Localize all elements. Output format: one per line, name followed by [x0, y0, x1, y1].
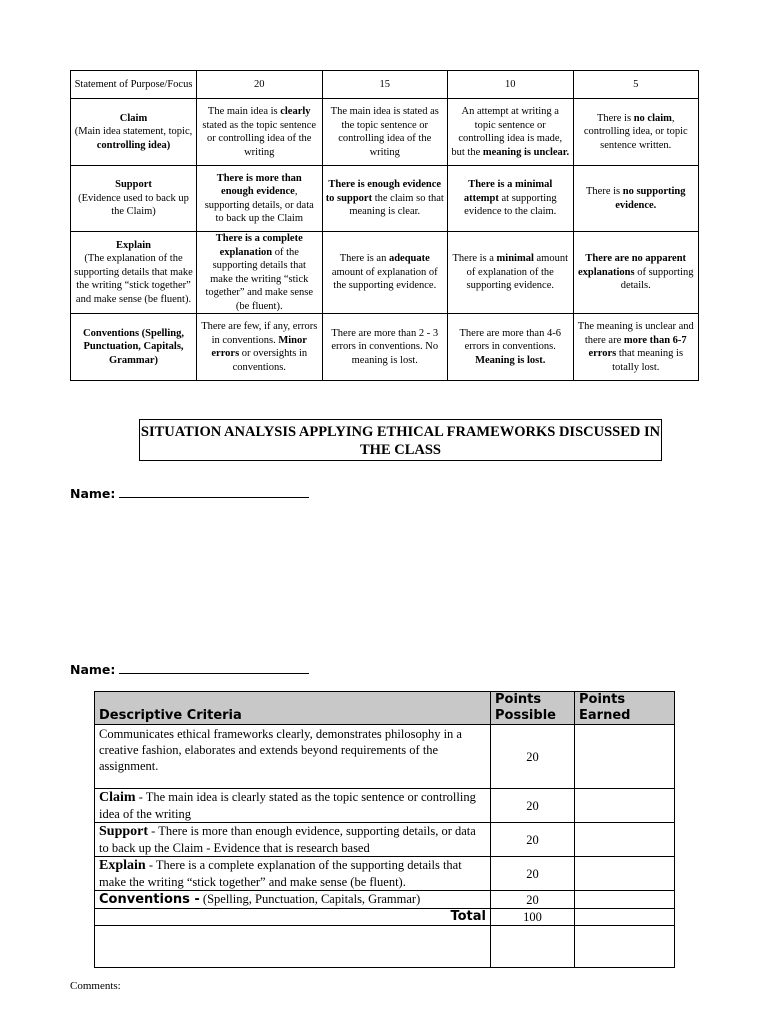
rubric-table: [70, 70, 699, 381]
points-earned-cell[interactable]: [575, 823, 675, 857]
name-label: Name:: [70, 662, 116, 677]
criteria-text: - There is a complete explanation of the supporting details that make the writing “stick together” and make sense (be fluent).: [99, 858, 462, 889]
criteria-text: - The main idea is clearly stated as the topic sentence or controlling idea of the writing: [99, 790, 476, 821]
rubric-cell: There are more than 2 - 3 errors in conventions. No meaning is lost.: [322, 314, 448, 381]
name-label: Name:: [70, 486, 116, 501]
rubric-cell: There is an adequate amount of explanation of the supporting evidence.: [322, 232, 448, 314]
rubric-criteria-explain: Explain (The explanation of the supporting details that make the writing “stick together” and make sense (be fluent).: [71, 232, 197, 314]
criteria-title: Support: [115, 179, 152, 191]
points-earned-cell[interactable]: [575, 789, 675, 823]
rubric-cell: There is a minimal amount of explanation of the supporting evidence.: [448, 232, 574, 314]
rubric-cell: There is a minimal attempt at supporting evidence to the claim.: [448, 166, 574, 232]
criteria-lead: Conventions -: [99, 892, 200, 907]
total-points-possible: 100: [491, 909, 575, 926]
points-earned-cell[interactable]: [575, 857, 675, 891]
name-field-2[interactable]: [70, 662, 309, 677]
grading-header-row: [95, 692, 675, 725]
rubric-header-15: 15: [322, 71, 448, 99]
criteria-text: (Spelling, Punctuation, Capitals, Grammar): [199, 892, 421, 906]
criteria-text: Communicates ethical frameworks clearly, demonstrates philosophy in a creative fashion, elaborates and extends beyond requirements of the assignment.: [95, 725, 491, 789]
blank-cell[interactable]: [95, 926, 491, 968]
rubric-criteria-support: Support (Evidence used to back up the Claim): [71, 166, 197, 232]
total-label: Total: [95, 909, 491, 926]
grading-row: [95, 857, 675, 891]
points-possible: 20: [491, 823, 575, 857]
points-earned-cell[interactable]: [575, 725, 675, 789]
rubric-row-conventions: [71, 314, 699, 381]
rubric-cell: There is enough evidence to support the claim so that meaning is clear.: [322, 166, 448, 232]
blank-cell[interactable]: [491, 926, 575, 968]
rubric-cell: There is no supporting evidence.: [573, 166, 699, 232]
criteria-title: Explain: [115, 239, 152, 251]
document-title: SITUATION ANALYSIS APPLYING ETHICAL FRAMEWORKS DISCUSSED IN THE CLASS: [139, 419, 662, 461]
grading-row: [95, 823, 675, 857]
grading-total-row: [95, 909, 675, 926]
blank-cell[interactable]: [575, 926, 675, 968]
grading-row: [95, 891, 675, 909]
points-earned-cell[interactable]: [575, 891, 675, 909]
rubric-header-10: 10: [448, 71, 574, 99]
header-descriptive-criteria: Descriptive Criteria: [95, 692, 491, 725]
rubric-header-20: 20: [197, 71, 323, 99]
rubric-row-claim: [71, 99, 699, 166]
rubric-criteria-claim: Claim (Main idea statement, topic, controlling idea): [71, 99, 197, 166]
header-points-earned: Points Earned: [575, 692, 675, 725]
points-possible: 20: [491, 891, 575, 909]
criteria-lead: Support: [99, 824, 149, 839]
rubric-cell: The main idea is stated as the topic sentence or controlling idea of the writing: [322, 99, 448, 166]
rubric-cell: There is no claim, controlling idea, or topic sentence written.: [573, 99, 699, 166]
name-blank-line[interactable]: [119, 486, 309, 498]
points-possible: 20: [491, 725, 575, 789]
grading-row: [95, 789, 675, 823]
rubric-cell: There are more than 4-6 errors in conventions. Meaning is lost.: [448, 314, 574, 381]
comments-label: Comments:: [70, 980, 121, 992]
rubric-header-criteria: Statement of Purpose/Focus: [71, 71, 197, 99]
rubric-cell: The main idea is clearly stated as the topic sentence or controlling idea of the writing: [197, 99, 323, 166]
criteria-lead: Claim: [99, 790, 136, 805]
rubric-cell: There are few, if any, errors in conventions. Minor errors or oversights in conventions.: [197, 314, 323, 381]
rubric-criteria-conventions: Conventions (Spelling, Punctuation, Capitals, Grammar): [71, 314, 197, 381]
grading-row: [95, 725, 675, 789]
name-blank-line[interactable]: [119, 662, 309, 674]
total-points-earned-cell[interactable]: [575, 909, 675, 926]
rubric-row-support: [71, 166, 699, 232]
criteria-title: Claim: [119, 112, 148, 124]
grading-table: [94, 691, 675, 968]
points-possible: 20: [491, 789, 575, 823]
rubric-header-row: [71, 71, 699, 99]
criteria-text: - There is more than enough evidence, supporting details, or data to back up the Claim - Evidence that is research based: [99, 824, 476, 855]
name-field-1[interactable]: [70, 486, 309, 501]
rubric-cell: An attempt at writing a topic sentence or controlling idea is made, but the meaning is unclear.: [448, 99, 574, 166]
rubric-header-5: 5: [573, 71, 699, 99]
rubric-row-explain: [71, 232, 699, 314]
rubric-cell: The meaning is unclear and there are more than 6-7 errors that meaning is totally lost.: [573, 314, 699, 381]
header-points-possible: Points Possible: [491, 692, 575, 725]
grading-blank-row: [95, 926, 675, 968]
rubric-cell: There are no apparent explanations of supporting details.: [573, 232, 699, 314]
rubric-cell: There is a complete explanation of the supporting details that make the writing “stick together” and make sense (be fluent).: [197, 232, 323, 314]
points-possible: 20: [491, 857, 575, 891]
criteria-lead: Explain: [99, 858, 146, 873]
rubric-cell: There is more than enough evidence, supporting details, or data to back up the Claim: [197, 166, 323, 232]
